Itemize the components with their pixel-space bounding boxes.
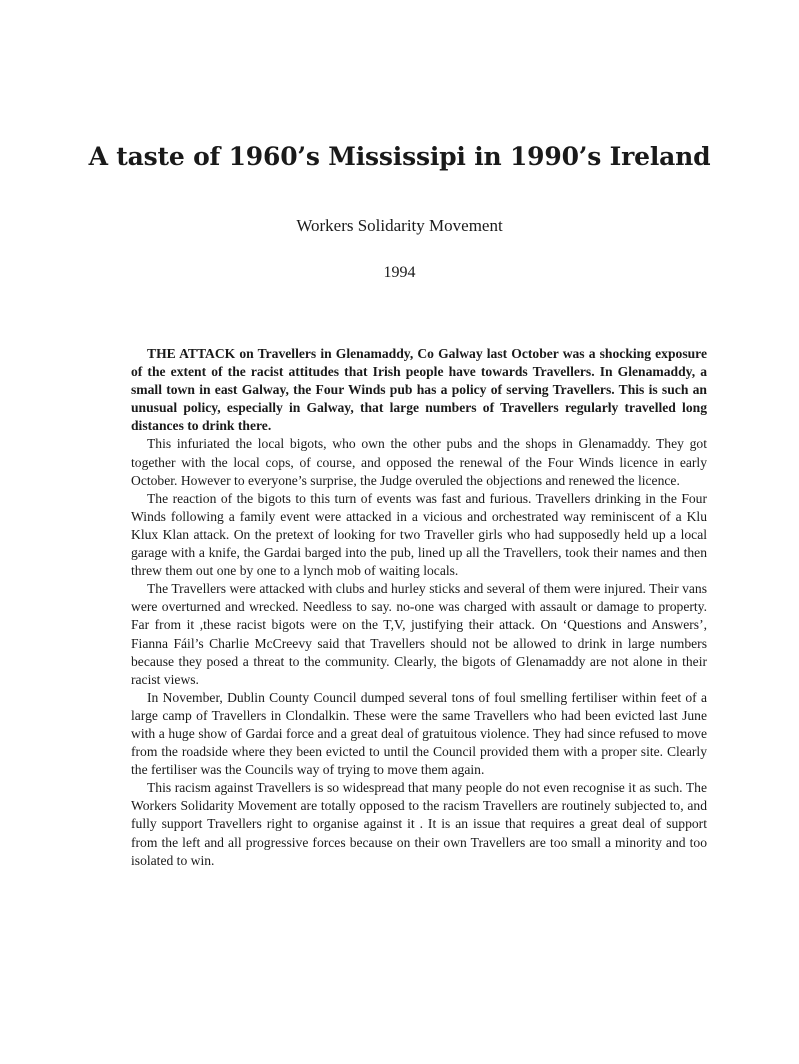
paragraph: This racism against Travellers is so widespread that many people do not even recognise it as such. The Workers Solidarity Movement are totally opposed to the racism Travellers are routinely subjected to, and fully support Travellers right to organise against it . It is an issue that requires a great deal of support from the left and all progressive forces because on their own Travellers are too small a minority and too isolated to win. [131,780,707,868]
paragraph: The Travellers were attacked with clubs and hurley sticks and several of them were injured. Their vans were overturned and wrecked. Needless to say. no-one was charged with assault or damage to property. Far from it ,these racist bigots were on the T,V, justifying their attack. On ‘Questions and Answers’, Fianna Fáil’s Charlie McCreevy said that Travellers should not be allowed to drink in large numbers because they posed a threat to the community. Clearly, the bigots of Glenamaddy are not alone in their racist views. [131,581,707,687]
paragraph: The reaction of the bigots to this turn of events was fast and furious. Travellers drinking in the Four Winds following a family event were attacked in a vicious and orchestrated way reminiscent of a Klu Klux Klan attack. On the pretext of looking for two Traveller girls who had supposedly held up a local garage with a knife, the Gardai barged into the pub, lined up all the Travellers, took their names and then threw them out one by one to a lynch mob of waiting locals. [131,490,707,579]
paragraph: In November, Dublin County Council dumped several tons of foul smelling fertiliser within feet of a large camp of Travellers in Clondalkin. These were the same Travellers who had been evicted last June with a huge show of Gardai force and a great deal of gratuitous violence. They had since refused to move from the roadside where they been evicted to until the Council provided them with a proper site. Clearly the fertiliser was the Councils way of trying to move them again. [131,689,707,778]
article-body [131,345,707,870]
lead-paragraph: THE ATTACK on Travellers in Glenamaddy, Co Galway last October was a shocking exposure of the extent of the racist attitudes that Irish people have towards Travellers. In Glenamaddy, a small town in east Galway, the Four Winds pub has a policy of serving Travellers. This is such an unusual policy, especially in Galway, that large numbers of Travellers regularly travelled long distances to drink there. [131,346,707,434]
publication-date: 1994 [383,264,416,281]
page-title: A taste of 1960’s Mississipi in 1990’s Ireland [88,142,711,171]
paragraph: This infuriated the local bigots, who own the other pubs and the shops in Glenamaddy. They got together with the local cops, of course, and opposed the renewal of the Four Winds licence in early October. However to everyone’s surprise, the Judge overuled the objections and renewed the licence. [131,436,707,488]
author: Workers Solidarity Movement [296,216,503,235]
